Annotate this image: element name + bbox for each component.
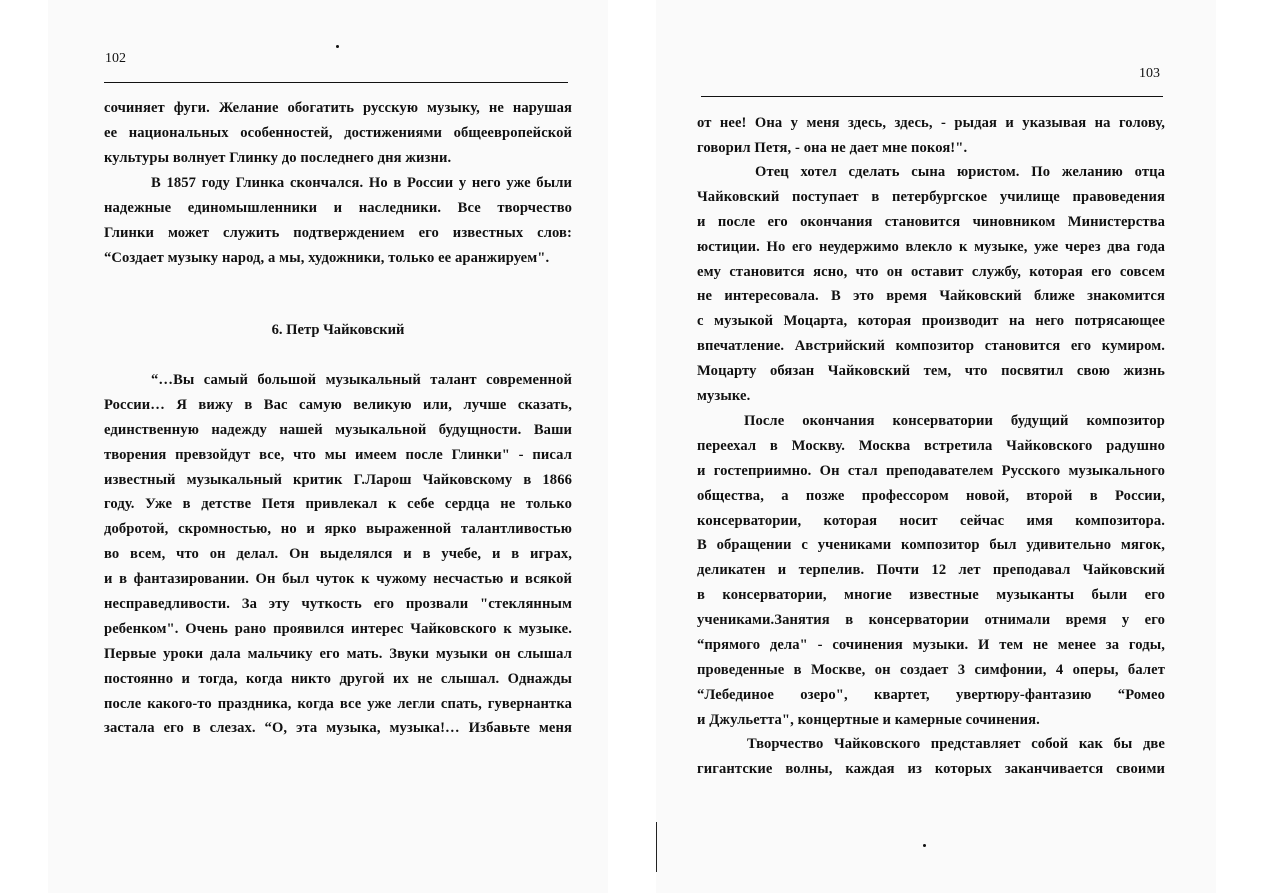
text-line: и после его окончания становится чиновником Министерства: [697, 213, 1165, 230]
page-number-left: 102: [105, 51, 126, 66]
text-line: консерватории, которая носит сейчас имя композитора.: [697, 512, 1165, 529]
text-line: В 1857 году Глинка скончался. Но в России у него уже были: [151, 175, 572, 191]
text-line: гигантские волны, каждая из которых заканчивается своими: [697, 760, 1165, 777]
text-line: ему становится ясно, что он оставит службу, которая его совсем: [697, 263, 1165, 280]
text-line: творения превзойдут все, что мы имеем после Глинки" - писал: [104, 446, 572, 463]
text-line: впечатление. Австрийский композитор становится его кумиром.: [697, 338, 1165, 355]
text-line: культуры волнует Глинку до последнего дня жизни.: [104, 149, 452, 166]
right-para-3: [697, 409, 1165, 733]
text-line: Чайковский поступает в петербургское училище правоведения: [697, 188, 1165, 205]
left-para-2: [104, 171, 572, 271]
text-line: с музыкой Моцарта, которая производит на него потрясающее: [697, 313, 1165, 330]
left-para-1: [104, 96, 572, 171]
text-line: музыке.: [697, 388, 751, 405]
text-line: добротой, скромностью, но и ярко выраженной талантливостью: [104, 521, 572, 538]
section-title: 6. Петр Чайковский: [271, 322, 405, 338]
text-line: после какого-то праздника, когда все уже легли спать, гувернантка: [104, 695, 572, 712]
text-line: После окончания консерватории будущий композитор: [744, 413, 1165, 429]
text-line: во всем, что он делал. Он выделялся и в учебе, и в играх,: [104, 546, 572, 563]
scan-edge-line: [656, 822, 657, 872]
header-rule-right: [701, 96, 1163, 97]
text-line: единственную надежду нашей музыкальной будущности. Ваши: [104, 421, 572, 438]
text-line: постоянно и тогда, когда никто другой их не слышал. Однажды: [104, 670, 572, 687]
text-line: юстиции. Но его неудержимо влекло к музыке, уже через два года: [697, 238, 1165, 255]
text-line: Отец хотел сделать сына юристом. По желанию отца: [755, 164, 1165, 180]
text-line: деликатен и терпелив. Почти 12 лет преподавал Чайковский: [697, 562, 1165, 579]
right-para-4: [697, 732, 1165, 782]
scan-speck: [336, 45, 339, 48]
page-number-right: 103: [1139, 66, 1160, 81]
text-line: общества, а позже профессором новой, второй в России,: [697, 487, 1165, 504]
text-line: “…Вы самый большой музыкальный талант современной: [151, 372, 572, 388]
text-line: проведенные в Москве, он создает 3 симфонии, 4 оперы, балет: [697, 661, 1165, 678]
text-line: застала его в слезах. “О, эта музыка, музыка!… Избавьте меня: [104, 720, 572, 737]
text-line: и гостеприимно. Он стал преподавателем Русского музыкального: [697, 462, 1165, 479]
text-line: несправедливости. За эту чуткость его прозвали "стеклянным: [104, 596, 572, 613]
text-line: В обращении с учениками композитор был удивительно мягок,: [697, 537, 1165, 554]
left-para-3: [104, 368, 572, 741]
text-line: ребенком". Очень рано проявился интерес Чайковского к музыке.: [104, 620, 572, 637]
text-line: в консерватории, многие известные музыканты были его: [697, 587, 1165, 604]
text-line: Глинки может служить подтверждением его известных слов:: [104, 224, 572, 241]
text-line: году. Уже в детстве Петя привлекал к себе сердца не только: [104, 496, 572, 513]
right-para-1: [697, 111, 1165, 161]
text-line: Моцарту обязан Чайковский тем, что посвятил свою жизнь: [697, 363, 1165, 380]
scan-speck: [923, 844, 926, 847]
text-line: “Создает музыку народ, а мы, художники, только ее аранжируем".: [104, 249, 550, 266]
text-line: от нее! Она у меня здесь, здесь, - рыдая и указывая на голову,: [697, 115, 1165, 131]
text-line: и в фантазировании. Он был чуток к чужому несчастью и всякой: [104, 571, 572, 588]
text-line: Первые уроки дала мальчику его мать. Звуки музыки он слышал: [104, 645, 572, 662]
text-line: и Джульетта", концертные и камерные сочинения.: [697, 711, 1040, 728]
header-rule-left: [104, 82, 568, 83]
text-line: переехал в Москву. Москва встретила Чайковского радушно: [697, 437, 1165, 454]
right-para-2: [697, 160, 1165, 409]
text-line: России… Я вижу в Вас самую великую или, лучше сказать,: [104, 396, 572, 413]
text-line: известный музыкальный критик Г.Ларош Чайковскому в 1866: [104, 471, 572, 488]
text-line: надежные единомышленники и наследники. Все творчество: [104, 199, 572, 216]
text-line: не интересовала. В это время Чайковский ближе знакомится: [697, 288, 1165, 305]
text-line: учениками.Занятия в консерватории отнимали время у его: [697, 612, 1165, 629]
text-line: говорил Петя, - она не дает мне покоя!".: [697, 139, 968, 156]
text-line: Творчество Чайковского представляет собой как бы две: [747, 736, 1165, 752]
text-line: ее национальных особенностей, достижениями общеевропейской: [104, 124, 572, 141]
text-line: “Лебединое озеро", квартет, увертюру-фантазию “Ромео: [697, 686, 1165, 703]
text-line: сочиняет фуги. Желание обогатить русскую музыку, не нарушая: [104, 100, 572, 116]
text-line: “прямого дела" - сочинения музыки. И тем не менее за годы,: [697, 637, 1165, 654]
